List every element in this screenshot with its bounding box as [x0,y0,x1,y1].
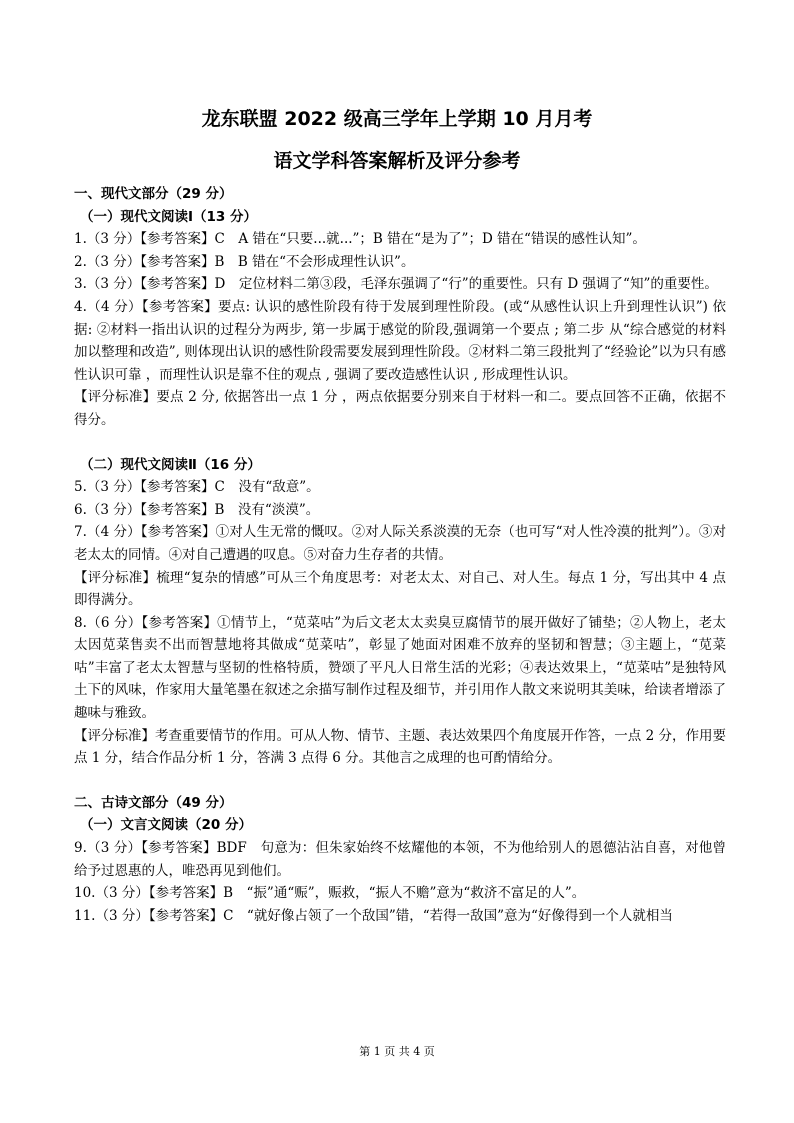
document-subtitle: 语文学科答案解析及评分参考 [273,150,521,172]
spacer [74,432,726,454]
answer-q6: 6.（3 分）【参考答案】B 没有“淡漠”。 [74,501,320,518]
subsection-heading-classical-prose: （一）文言文阅读（20 分） [80,817,252,834]
section-heading-modern-text: 一、现代文部分（29 分） [74,186,233,202]
scoring-q8: 【评分标准】考查重要情节的作用。可从人物、情节、主题、表达效果四个角度展开作答，一点 2 分，作用要点 1 分，结合作品分析 1 分，答满 3 点得 6 分。其他言之成理的也可酌情给分。 [74,727,726,767]
section-heading-classical: 二、古诗文部分（49 分） [74,794,233,811]
answer-q9: 9.（3 分）【参考答案】BDF 句意为：但朱家始终不炫耀他的本领，不为他给别人的恩德沾沾自喜，对他曾给予过恩惠的人，唯恐再见到他们。 [74,840,726,879]
scoring-q4: 【评分标准】要点 2 分, 依据答出一点 1 分 ，两点依据要分别来自于材料一和二。要点回答不正确，依据不得分。 [74,389,726,428]
answer-q1: 1.（3 分）【参考答案】C A 错在“只要...就...”；B 错在“是为了”；D 错在“错误的感性认知”。 [74,231,646,248]
spacer [74,770,726,792]
answer-q7: 7.（4 分）【参考答案】①对人生无常的慨叹。②对人际关系淡漠的无奈（也可写“对人性冷漠的批判”）。③对老太太的同情。④对自己遭遇的叹息。⑤对奋力生存者的共情。 [74,524,726,563]
subsection-heading-reading-1: （一）现代文阅读Ⅰ（13 分） [80,208,258,225]
answer-q5: 5.（3 分）【参考答案】C 没有“敌意”。 [74,479,320,496]
answer-q10: 10.（3 分）【参考答案】B “振”通“赈”，赈救，“振人不赡”意为“救济不富足的人”。 [74,885,586,902]
answer-q2: 2.（3 分）【参考答案】B B 错在“不会形成理性认识”。 [74,253,415,270]
answer-q11: 11.（3 分）【参考答案】C “就好像占领了一个敌国”错，“若得一敌国”意为“好像得到一个人就相当 [74,907,673,924]
document-title: 龙东联盟 2022 级高三学年上学期 10 月月考 [201,108,593,130]
answer-q4: 4.（4 分）【参考答案】要点: 认识的感性阶段有待于发展到理性阶段。(或“从感性认识上升到理性认识”) 依据: ②材料一指出认识的过程分为两步, 第一步属于感觉的阶段,强调第一个要点 ; 第二步 从“综合感觉的材料加以整理和改造”, 则体现出认识的感性阶段需要发展到理性阶段。②材料二第三段批判了“经验论”以为只有感性认识可靠 ，而理性认识是靠不住的观点 , 强调了要改造感性认识 , 形成理性认识。 [74,298,726,383]
page-number: 第 1 页 共 4 页 [359,1045,435,1058]
subsection-heading-reading-2: （二）现代文阅读Ⅱ（16 分） [80,456,261,473]
document-body [74,183,726,927]
scoring-q7: 【评分标准】梳理“复杂的情感”可从三个角度思考：对老太太、对自己、对人生。每点 1 分，写出其中 4 点即得满分。 [74,569,726,609]
answer-q3: 3.（3 分）【参考答案】D 定位材料二第③段，毛泽东强调了“行”的重要性。只有 D 强调了“知”的重要性。 [74,276,718,293]
answer-q8: 8.（6 分）【参考答案】①情节上，“苋菜咕”为后文老太太卖臭豆腐情节的展开做好了铺垫；②人物上，老太太因苋菜售卖不出而智慧地将其做成“苋菜咕”，彰显了她面对困难不放弃的坚韧和智慧；③主题上，“苋菜咕”丰富了老太太智慧与坚韧的性格特质，赞颂了平凡人日常生活的光彩；④表达效果上，“苋菜咕”是独特风土下的风味，作家用大量笔墨在叙述之余描写制作过程及细节，并引用作人散文来说明其美味，给读者增添了趣味与雅致。 [74,614,726,722]
